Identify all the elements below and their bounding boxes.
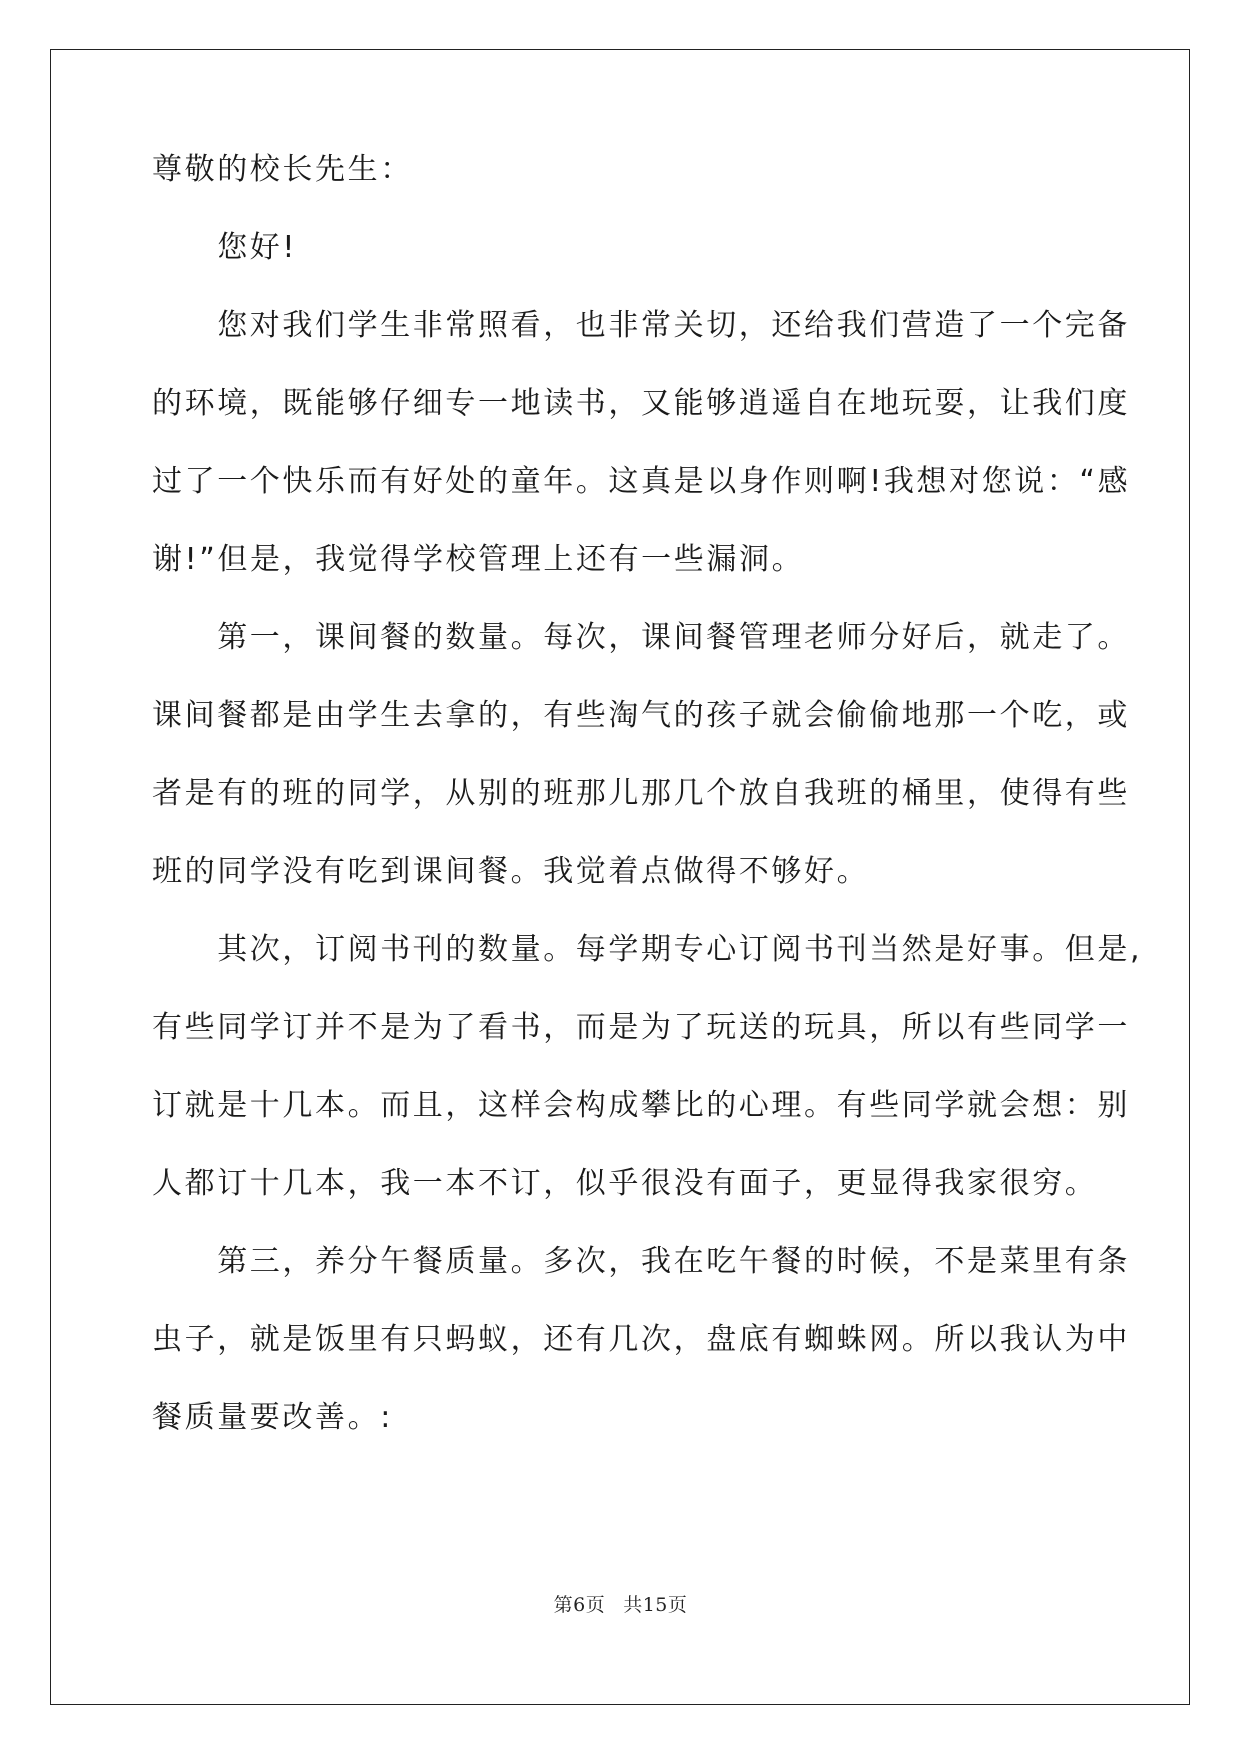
page-number: 第6页 xyxy=(553,1594,606,1616)
paragraph-line: 第三，养分午餐质量。多次，我在吃午餐的时候，不是菜里有条 xyxy=(152,1244,1130,1279)
greeting-line: 您好! xyxy=(152,230,298,265)
paragraph-line: 订就是十几本。而且，这样会构成攀比的心理。有些同学就会想：别 xyxy=(152,1088,1130,1123)
paragraph-line: 过了一个快乐而有好处的童年。这真是以身作则啊!我想对您说：“感 xyxy=(152,464,1131,499)
paragraph-line: 者是有的班的同学，从别的班那儿那几个放自我班的桶里，使得有些 xyxy=(152,776,1130,811)
paragraph-line: 的环境，既能够仔细专一地读书，又能够逍遥自在地玩耍，让我们度 xyxy=(152,386,1130,421)
paragraph-line: 餐质量要改善。: xyxy=(152,1400,393,1435)
paragraph-line: 其次，订阅书刊的数量。每学期专心订阅书刊当然是好事。但是, xyxy=(152,932,1143,967)
paragraph-line: 课间餐都是由学生去拿的，有些淘气的孩子就会偷偷地那一个吃，或 xyxy=(152,698,1130,733)
salutation-line: 尊敬的校长先生： xyxy=(152,152,413,187)
paragraph-line: 第一，课间餐的数量。每次，课间餐管理老师分好后，就走了。 xyxy=(152,620,1130,655)
paragraph-line: 您对我们学生非常照看，也非常关切，还给我们营造了一个完备 xyxy=(152,308,1130,343)
paragraph-line: 人都订十几本，我一本不订，似乎很没有面子，更显得我家很穷。 xyxy=(152,1166,1098,1201)
paragraph-line: 虫子，就是饭里有只蚂蚁，还有几次，盘底有蜘蛛网。所以我认为中 xyxy=(152,1322,1130,1357)
page-footer xyxy=(0,1590,1241,1617)
page-total: 共15页 xyxy=(623,1594,688,1616)
paragraph-line: 班的同学没有吃到课间餐。我觉着点做得不够好。 xyxy=(152,854,870,889)
paragraph-line: 有些同学订并不是为了看书，而是为了玩送的玩具，所以有些同学一 xyxy=(152,1010,1130,1045)
paragraph-line: 谢!”但是，我觉得学校管理上还有一些漏洞。 xyxy=(152,542,805,577)
